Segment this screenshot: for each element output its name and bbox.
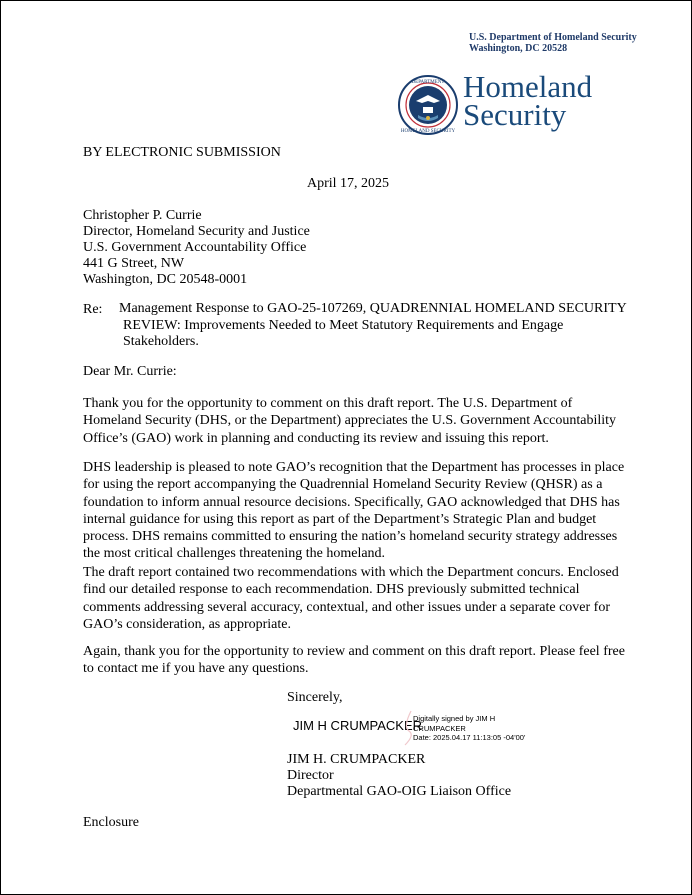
closing: Sincerely, (287, 690, 343, 705)
paragraph-line: Homeland Security (DHS, or the Department) appreciates the U.S. Government Accountability (83, 413, 617, 429)
paragraph-line: process. DHS remains committed to ensuring the nation’s homeland security strategy addresses (83, 529, 618, 545)
dhs-seal-icon (398, 75, 458, 135)
recipient-city: Washington, DC 20548-0001 (83, 272, 248, 287)
letterhead-city: Washington, DC 20528 (469, 43, 568, 54)
paragraph-4 (83, 643, 623, 678)
re-label: Re: (83, 302, 103, 317)
signer-office: Departmental GAO-OIG Liaison Office (287, 784, 512, 799)
paragraph-line: the most critical challenges threatening the homeland. (83, 546, 386, 562)
letterhead-address (469, 32, 637, 54)
svg-text:HOMELAND SECURITY: HOMELAND SECURITY (400, 129, 456, 134)
re-line: Stakeholders. (123, 334, 199, 349)
re-subject (119, 301, 627, 351)
paragraph-line: The draft report contained two recommendations with which the Department concurs. Enclosed (83, 565, 619, 580)
logo-word-homeland: Homeland (463, 69, 593, 104)
signer-title: Director (287, 768, 334, 783)
signer-name: JIM H. CRUMPACKER (287, 752, 426, 767)
recipient-title: Director, Homeland Security and Justice (83, 224, 310, 239)
paragraph-line: GAO’s consideration, as appropriate. (83, 616, 291, 632)
salutation: Dear Mr. Currie: (83, 364, 177, 379)
recipient-street: 441 G Street, NW (83, 256, 185, 271)
digital-signature-line: Digitally signed by JIM H (413, 714, 496, 723)
paragraph-line: Office’s (GAO) work in planning and conducting its review and issuing this report. (83, 430, 549, 446)
digital-signature-details[interactable] (413, 714, 525, 743)
letterhead-org: U.S. Department of Homeland Security (469, 32, 637, 43)
paragraph-line: DHS leadership is pleased to note GAO’s recognition that the Department has processes in place (83, 460, 625, 475)
paragraph-2 (83, 459, 623, 563)
paragraph-line: comments addressing several accuracy, contextual, and other issues under a separate cover for (83, 599, 610, 615)
svg-text:DEPARTMENT: DEPARTMENT (411, 80, 445, 85)
paragraph-3 (83, 564, 623, 633)
paragraph-line: Again, thank you for the opportunity to review and comment on this draft report. Please feel free (83, 644, 625, 659)
paragraph-line: to contact me if you have any questions. (83, 661, 309, 677)
re-line: Management Response to GAO-25-107269, QUADRENNIAL HOMELAND SECURITY (119, 301, 627, 316)
paragraph-line: for using the report accompanying the Quadrennial Homeland Security Review (QHSR) as a (83, 477, 603, 493)
digital-signature-date: Date: 2025.04.17 11:13:05 -04'00' (413, 733, 526, 742)
paragraph-line: foundation to inform annual resource decisions. Specifically, GAO acknowledged that DHS has (83, 494, 620, 510)
paragraph-line: internal guidance for using this report as part of the Department’s Strategic Plan and budget (83, 511, 597, 527)
letter-date: April 17, 2025 (307, 176, 390, 191)
digital-signature-name[interactable]: JIM H CRUMPACKER (293, 718, 423, 733)
paragraph-line: Thank you for the opportunity to comment on this draft report. The U.S. Department of (83, 396, 573, 411)
digital-signature-line: CRUMPACKER (413, 723, 466, 733)
recipient-name: Christopher P. Currie (83, 208, 202, 223)
submission-note: BY ELECTRONIC SUBMISSION (83, 145, 281, 160)
enclosure-note: Enclosure (83, 815, 139, 830)
paragraph-line: find our detailed response to each recommendation. DHS previously submitted technical (83, 582, 580, 598)
logo-word-security: Security (463, 97, 567, 132)
paragraph-1 (83, 395, 623, 447)
logo-wordmark (463, 69, 593, 132)
dhs-logo (398, 69, 598, 137)
recipient-org: U.S. Government Accountability Office (83, 240, 307, 255)
re-line: REVIEW: Improvements Needed to Meet Statutory Requirements and Engage (123, 317, 564, 333)
